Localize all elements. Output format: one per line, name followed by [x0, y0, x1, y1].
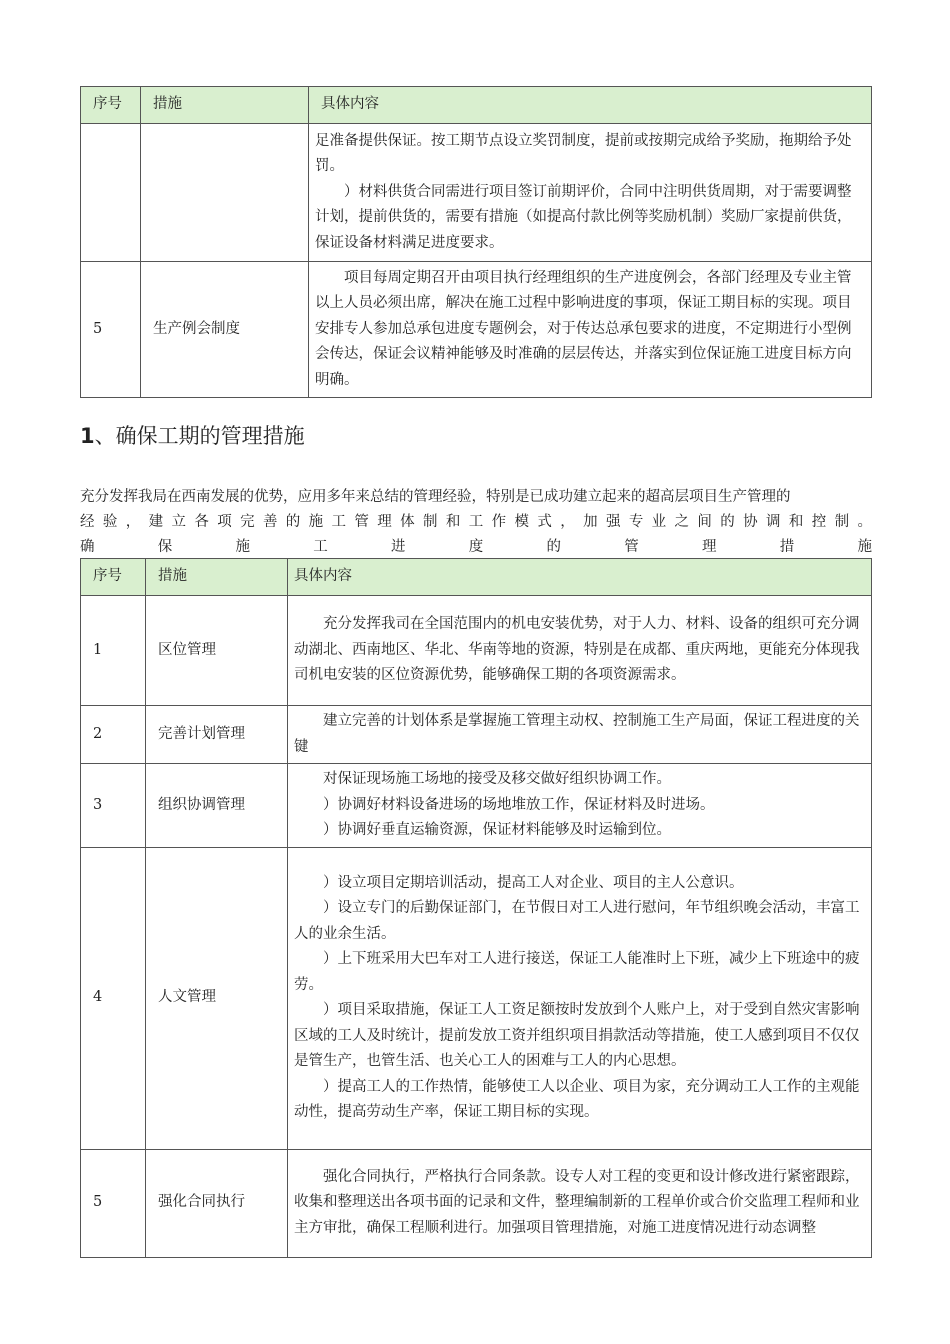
row-measure: 组织协调管理: [146, 764, 288, 848]
header-measure: 措施: [146, 559, 288, 596]
table-row: [81, 262, 872, 398]
row-content: [288, 764, 872, 848]
content-paragraph: ）协调好材料设备进场的场地堆放工作，保证材料及时进场。: [323, 796, 715, 813]
content-paragraph: ）材料供货合同需进行项目签订前期评价，合同中注明供货周期，对于需要调整计划，提前供货的，需要有措施（如提高付款比例等奖励机制）奖励厂家提前供货，保证设备材料满足进度要求。: [315, 183, 852, 251]
table-row: [81, 596, 872, 706]
header-content: 具体内容: [309, 87, 872, 124]
intro-line-3: 确 保 施 工 进 度 的 管 理 措 施: [80, 539, 872, 555]
table-row: [81, 1149, 872, 1257]
row-measure: 强化合同执行: [146, 1149, 288, 1257]
header-serial: 序号: [81, 87, 141, 124]
table-row: [81, 124, 872, 262]
row-measure: 人文管理: [146, 847, 288, 1149]
table1-body: [81, 124, 872, 398]
table2-body: [81, 596, 872, 1258]
row-content: [288, 847, 872, 1149]
header-serial: 序号: [81, 559, 146, 596]
content-paragraph: 充分发挥我司在全国范围内的机电安装优势，对于人力、材料、设备的组织可充分调动湖北、西南地区、华北、华南等地的资源，特别是在成都、重庆两地，更能充分体现我司机电安装的区位资源优势，能够确保工期的各项资源需求。: [294, 616, 860, 684]
table-row: [81, 847, 872, 1149]
row-content: [288, 1149, 872, 1257]
section-title: 、确保工期的管理措施: [94, 424, 305, 448]
row-measure: 生产例会制度: [141, 262, 309, 398]
header-content: 具体内容: [288, 559, 872, 596]
section-heading: [80, 421, 305, 451]
row-content: [288, 596, 872, 706]
content-paragraph: ）上下班采用大巴车对工人进行接送，保证工人能准时上下班，减少上下班途中的疲劳。: [294, 951, 860, 993]
row-content: [288, 706, 872, 764]
table-row: [81, 764, 872, 848]
management-measures-table: [80, 558, 872, 1258]
content-paragraph: 对保证现场施工场地的接受及移交做好组织协调工作。: [323, 771, 671, 787]
table-row: [81, 706, 872, 764]
row-serial: 1: [81, 596, 146, 706]
content-paragraph: ）设立项目定期培训活动，提高工人对企业、项目的主人公意识。: [323, 874, 744, 891]
section-index: 1: [80, 424, 95, 448]
row-measure: [141, 124, 309, 262]
row-serial: 5: [81, 262, 141, 398]
content-paragraph: ）协调好垂直运输资源，保证材料能够及时运输到位。: [323, 822, 671, 838]
row-serial: 3: [81, 764, 146, 848]
row-serial: [81, 124, 141, 262]
table-header-row: [81, 559, 872, 596]
header-measure: 措施: [141, 87, 309, 124]
content-paragraph: 足准备提供保证。按工期节点设立奖罚制度，提前或按期完成给予奖励，拖期给予处罚。: [315, 132, 852, 175]
content-paragraph: 项目每周定期召开由项目执行经理组织的生产进度例会，各部门经理及专业主管以上人员必须出席，解决在施工过程中影响进度的事项，保证工期目标的实现。项目安排专人参加总承包进度专题例会，对于传达总承包要求的进度，不定期进行小型例会传达，保证会议精神能够及时准确的层层传达，并落实到位保证施工进度目标方向明确。: [315, 269, 852, 388]
row-measure: 区位管理: [146, 596, 288, 706]
row-serial: 5: [81, 1149, 146, 1257]
row-content: [309, 262, 872, 398]
table-header-row: [81, 87, 872, 124]
content-paragraph: ）项目采取措施，保证工人工资足额按时发放到个人账户上，对于受到自然灾害影响区域的工人及时统计，提前发放工资并组织项目捐款活动等措施，使工人感到项目不仅仅是管生产，也管生活、也关心工人的困难与工人的内心思想。: [294, 1002, 860, 1069]
row-serial: 2: [81, 706, 146, 764]
intro-line-1: 充分发挥我局在西南发展的优势，应用多年来总结的管理经验，特别是已成功建立起来的超高层项目生产管理的: [80, 489, 791, 505]
content-paragraph: 强化合同执行，严格执行合同条款。设专人对工程的变更和设计修改进行紧密跟踪，收集和整理送出各项书面的记录和文件，整理编制新的工程单价或合价交监理工程师和业主方审批，确保工程顺利进行。加强项目管理措施，对施工进度情况进行动态调整: [294, 1168, 860, 1236]
row-content: [309, 124, 872, 262]
content-paragraph: ）提高工人的工作热情，能够使工人以企业、项目为家，充分调动工人工作的主观能动性，提高劳动生产率，保证工期目标的实现。: [294, 1078, 860, 1120]
intro-line-2: 经 验 ， 建 立 各 项 完 善 的 施 工 管 理 体 制 和 工 作 模 式 ， 加 强 专 业 之 间 的 协 调 和 控 制 。: [80, 514, 872, 530]
schedule-table-continued: [80, 86, 872, 398]
row-serial: 4: [81, 847, 146, 1149]
row-measure: 完善计划管理: [146, 706, 288, 764]
content-paragraph: 建立完善的计划体系是掌握施工管理主动权、控制施工生产局面，保证工程进度的关键: [294, 713, 860, 755]
content-paragraph: ）设立专门的后勤保证部门，在节假日对工人进行慰问，年节组织晚会活动，丰富工人的业余生活。: [294, 900, 860, 942]
